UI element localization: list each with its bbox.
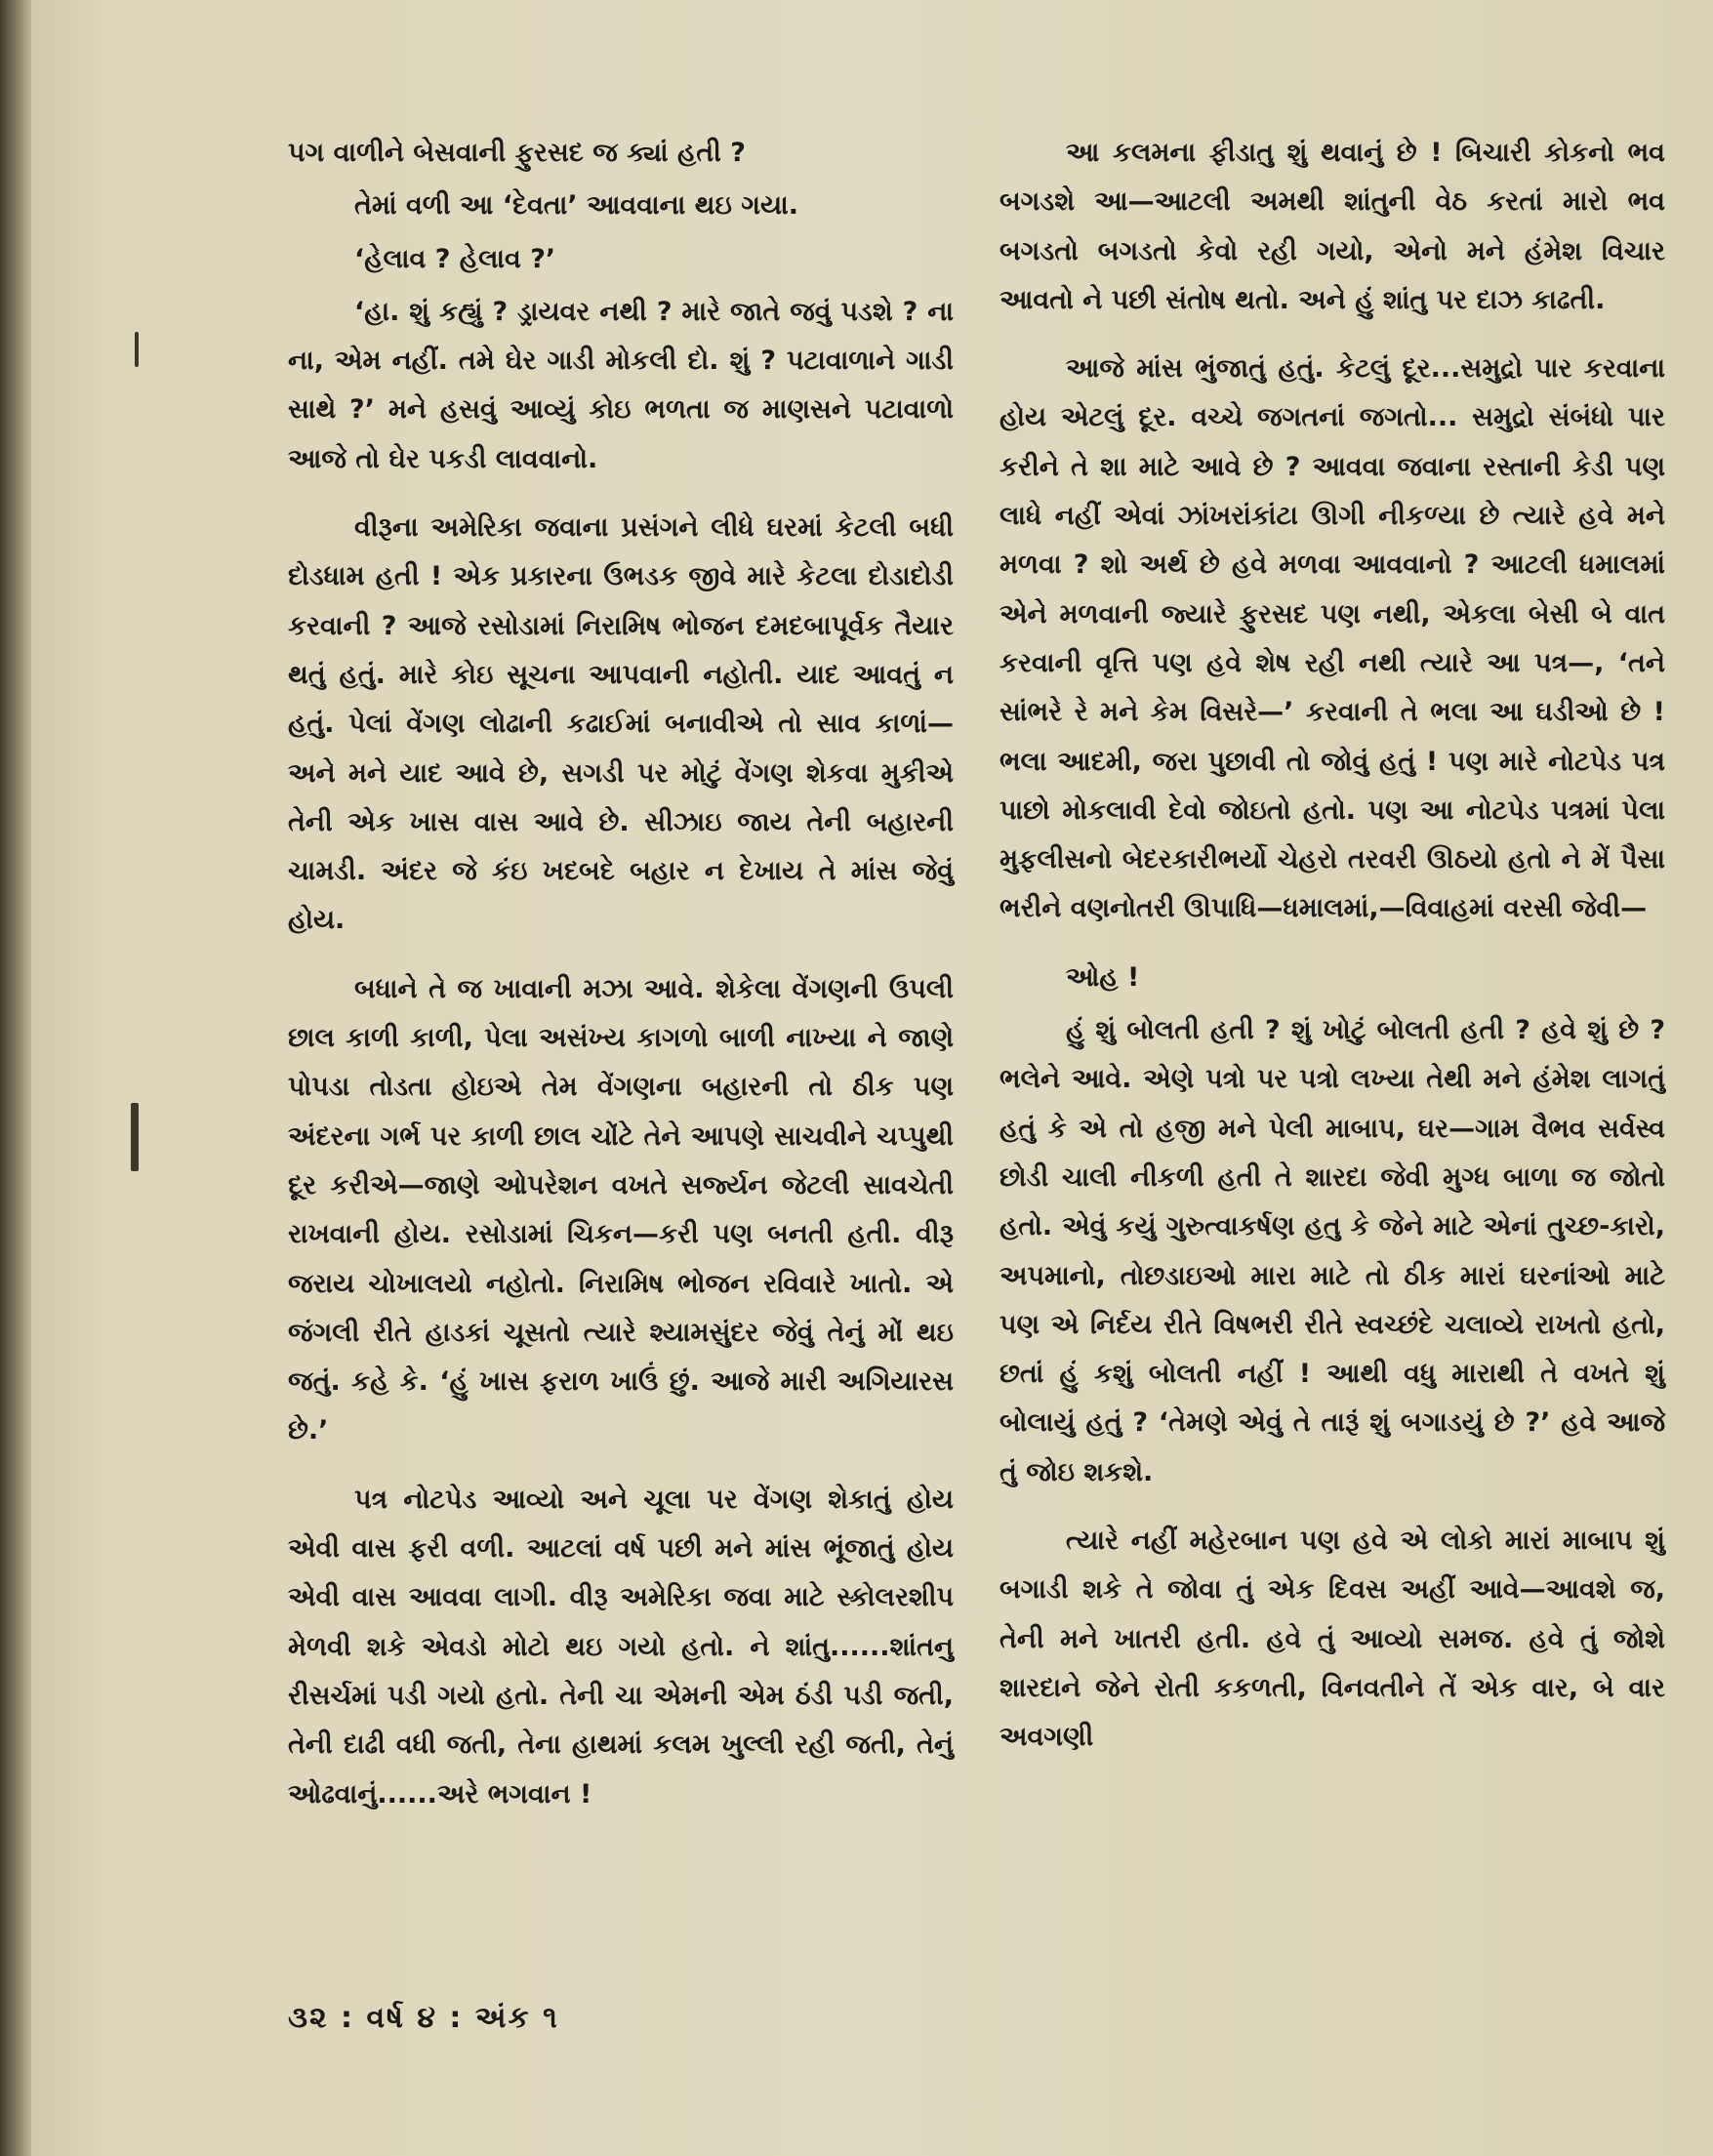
margin-mark	[131, 1103, 139, 1171]
paragraph: તેમાં વળી આ ‘દેવતા’ આવવાના થઇ ગયા.	[354, 190, 798, 222]
paragraph: આ કલમના ફીડાતુ શું થવાનું છે ! બિચારી કોકનો ભવ બગડશે આ—આટલી અમથી શાંતુની વેઠ કરતાં મારો ભવ બગડતો બગડતો કેવો રહી ગયો, એનો મને હંમેશ વિચાર આવતો ને પછી સંતોષ થતો. અને હું શાંતુ પર દાઝ કાઢતી.	[999, 138, 1665, 315]
page-folio: ૩૨ : વર્ષ ૪ : અંક ૧	[288, 2001, 559, 2035]
page-spine-shadow	[0, 0, 31, 2156]
left-column	[288, 129, 954, 1839]
paragraph: ‘હા. શું કહ્યું ? ડ્રાયવર નથી ? મારે જાતે જવું પડશે ? ના ના, એમ નહીં. તમે ઘેર ગાડી મોકલી દો. શું ? પટાવાળાને ગાડી સાથે ?’ મને હસવું આવ્યું કોઇ ભળતા જ માણસને પટાવાળો આજે તો ઘેર પકડી લાવવાનો.	[288, 296, 954, 474]
paragraph: ઓહ !	[1066, 961, 1140, 993]
paragraph: ‘હેલાવ ? હેલાવ ?’	[354, 243, 556, 274]
margin-mark	[135, 332, 139, 367]
paragraph: પત્ર નોટપેડ આવ્યો અને ચૂલા પર વેંગણ શેકાતું હોય એવી વાસ ફરી વળી. આટલાં વર્ષ પછી મને માંસ ભૂંજાતું હોય એવી વાસ આવવા લાગી. વીરૂ અમેરિકા જવા માટે સ્કોલરશીપ મેળવી શકે એવડો મોટો થઇ ગયો હતો. ને શાંતુ......શાંતનુ રીસર્ચમાં પડી ગયો હતો. તેની ચા એમની એમ ઠંડી પડી જતી, તેની દાઢી વધી જતી, તેના હાથમાં કલમ ખુલ્લી રહી જતી, તેનું ઓઢવાનું......અરે ભગવાન !	[288, 1484, 954, 1810]
paragraph: બધાને તે જ ખાવાની મઝા આવે. શેકેલા વેંગણની ઉપલી છાલ કાળી કાળી, પેલા અસંખ્ય કાગળો બાળી નાખ્યા ને જાણે પોપડા તોડતા હોઇએ તેમ વેંગણના બહારની તો ઠીક પણ અંદરના ગર્ભ પર કાળી છાલ ચોંટે તેને આપણે સાચવીને ચપ્પુથી દૂર કરીએ—જાણે ઓપરેશન વખતે સર્જ્યન જેટલી સાવચેતી રાખવાની હોય. રસોડામાં ચિકન—કરી પણ બનતી હતી. વીરૂ જરાય ચોખાલયો નહોતો. નિરામિષ ભોજન રવિવારે ખાતો. એ જંગલી રીતે હાડકાં ચૂસતો ત્યારે શ્યામસુંદર જેવું તેનું મોં થઇ જતું. કહે કે. ‘હું ખાસ ફરાળ ખાઉં છું. આજે મારી અગિયારસ છે.’	[288, 973, 954, 1446]
paragraph: વીરૂના અમેરિકા જવાના પ્રસંગને લીધે ઘરમાં કેટલી બધી દોડધામ હતી ! એક પ્રકારના ઉભડક જીવે મારે કેટલા દોડાદોડી કરવાની ? આજે રસોડામાં નિરામિષ ભોજન દમદબાપૂર્વક તૈયાર થતું હતું. મારે કોઇ સૂચના આપવાની નહોતી. યાદ આવતું ન હતું. પેલાં વેંગણ લોઢાની કઢાઈમાં બનાવીએ તો સાવ કાળાં— અને મને યાદ આવે છે, સગડી પર મોટું વેંગણ શેકવા મુકીએ તેની એક ખાસ વાસ આવે છે. સીઝાઇ જાય તેની બહારની ચામડી. અંદર જે કંઇ ખદબદે બહાર ન દેખાય તે માંસ જેવું હોય.	[288, 512, 954, 936]
paragraph: હું શું બોલતી હતી ? શું ખોટું બોલતી હતી ? હવે શું છે ? ભલેને આવે. એણે પત્રો પર પત્રો લખ્યા તેથી મને હંમેશ લાગતું હતું કે એ તો હજી મને પેલી માબાપ, ઘર—ગામ વૈભવ સર્વસ્વ છોડી ચાલી નીકળી હતી તે શારદા જેવી મુગ્ધ બાળા જ જોતો હતો. એવું કયું ગુરુત્વાકર્ષણ હતુ કે જેને માટે એનાં તુચ્છ-કારો, અપમાનો, તોછડાઇઓ મારા માટે તો ઠીક મારાં ઘરનાંઓ માટે પણ એ નિર્દય રીતે વિષભરી રીતે સ્વચ્છંદે ચલાવ્યે રાખતો હતો, છતાં હું કશું બોલતી નહીં ! આથી વધુ મારાથી તે વખતે શું બોલાયું હતું ? ‘તેમણે એવું તે તારૂં શું બગાડયું છે ?’ હવે આજે તું જોઇ શકશે.	[999, 1015, 1665, 1487]
paragraph: પગ વાળીને બેસવાની ફુરસદ જ ક્યાં હતી ?	[288, 138, 746, 168]
paragraph: ત્યારે નહીં મહેરબાન પણ હવે એ લોકો મારાં માબાપ શું બગાડી શકે તે જોવા તું એક દિવસ અહીં આવે—આવશે જ, તેની મને ખાતરી હતી. હવે તું આવ્યો સમજ. હવે તું જોશે શારદાને જેને રોતી કકળતી, વિનવતીને તેં એક વાર, બે વાર અવગણી	[999, 1525, 1665, 1753]
paragraph: આજે માંસ ભુંજાતું હતું. કેટલું દૂર...સમુદ્રો પાર કરવાના હોય એટલું દૂર. વચ્ચે જગતનાં જગતો... સમુદ્રો સંબંધો પાર કરીને તે શા માટે આવે છે ? આવવા જવાના રસ્તાની કેડી પણ લાધે નહીં એવાં ઝાંખરાંકાંટા ઊગી નીકળ્યા છે ત્યારે હવે મને મળવા ? શો અર્થ છે હવે મળવા આવવાનો ? આટલી ધમાલમાં એને મળવાની જ્યારે ફુરસદ પણ નથી, એકલા બેસી બે વાત કરવાની વૃત્તિ પણ હવે શેષ રહી નથી ત્યારે આ પત્ર—, ‘તને સાંભરે રે મને કેમ વિસરે—’ કરવાની તે ભલા આ ઘડીઓ છે ! ભલા આદમી, જરા પુછાવી તો જોવું હતું ! પણ મારે નોટપેડ પત્ર પાછો મોકલાવી દેવો જોઇતો હતો. પણ આ નોટપેડ પત્રમાં પેલા મુફલીસનો બેદરકારીભર્યો ચેહરો તરવરી ઊઠયો હતો ને મેં પૈસા ભરીને વણનોતરી ઊપાધિ—ધમાલમાં,—વિવાહમાં વરસી જેવી—	[999, 353, 1665, 924]
right-column	[999, 129, 1665, 1782]
